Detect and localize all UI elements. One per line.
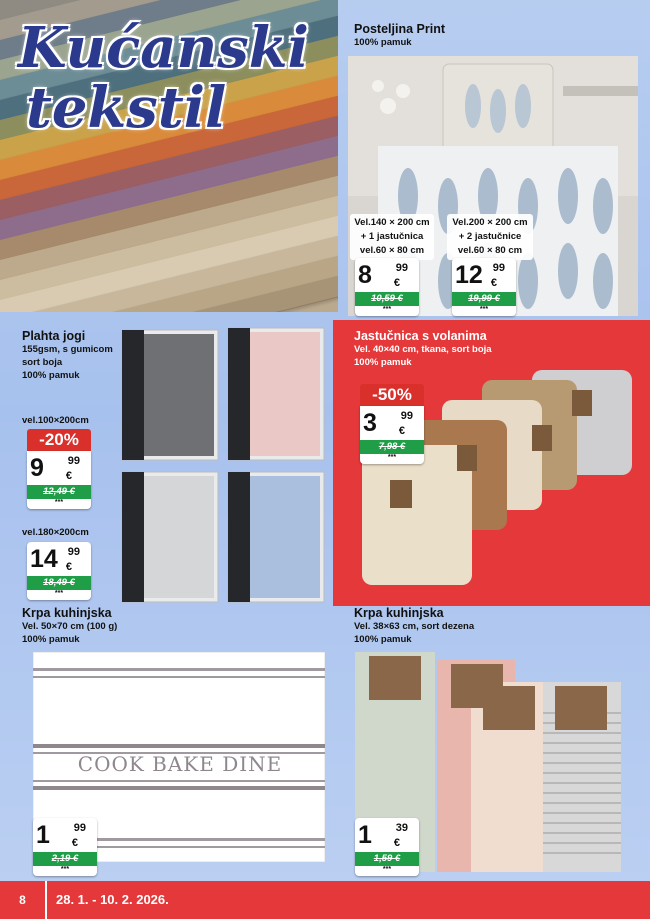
price-currency: € [393, 277, 400, 289]
price-decimal: 99 [67, 455, 80, 467]
size-line: + 2 jastučnice [458, 231, 522, 242]
product-desc: Vel. 50×70 cm (100 g) [22, 621, 118, 632]
product-desc: Vel. 38×63 cm, sort dezena [354, 621, 475, 632]
product-title: Posteljina Print [354, 22, 445, 36]
old-price: 7,98 € [360, 440, 424, 454]
title-line-2: tekstil [26, 75, 227, 141]
price-stars: *** [479, 306, 489, 313]
price-tag [355, 818, 419, 876]
price-integer: 9 [30, 454, 44, 482]
price-integer: 1 [358, 821, 372, 849]
price-currency: € [65, 561, 72, 573]
plahta-heading [22, 329, 113, 382]
old-price: 19,99 € [452, 292, 516, 306]
product-title: Jastučnica s volanima [354, 329, 487, 343]
old-price: 1,59 € [355, 852, 419, 866]
size-line: Vel.140 × 200 cm [354, 217, 430, 228]
product-desc: sort boja [22, 357, 63, 368]
size-line: vel.60 × 80 cm [457, 245, 523, 256]
towel-print-text: COOK BAKE DINE [77, 752, 283, 776]
page-number: 8 [0, 881, 47, 919]
price-decimal: 99 [395, 262, 408, 274]
product-desc: 155gsm, s gumicom [22, 344, 113, 355]
price-decimal: 99 [67, 546, 80, 558]
price-tag [452, 258, 516, 316]
posteljina-size-2 [447, 214, 533, 260]
price-integer: 1 [36, 821, 50, 849]
krpa1-heading [22, 606, 117, 646]
old-price: 18,49 € [27, 576, 91, 590]
discount-badge: -50% [360, 384, 424, 406]
price-tag [33, 818, 97, 876]
posteljina-size-1 [350, 214, 434, 260]
product-desc: 100% pamuk [22, 370, 80, 381]
price-stars: *** [382, 866, 392, 873]
product-title: Krpa kuhinjska [22, 606, 112, 620]
product-title: Plahta jogi [22, 329, 86, 343]
product-desc: 100% pamuk [354, 37, 412, 48]
posteljina-heading [354, 22, 445, 49]
krpa2-heading [354, 606, 474, 646]
price-integer: 14 [30, 545, 58, 573]
old-price: 12,49 € [27, 485, 91, 499]
price-stars: *** [382, 306, 392, 313]
price-stars: *** [387, 454, 397, 461]
size-label: vel.180×200cm [22, 527, 89, 538]
page-title [18, 15, 338, 141]
price-currency: € [65, 470, 72, 482]
price-stars: *** [60, 866, 70, 873]
old-price: 10,59 € [355, 292, 419, 306]
price-decimal: 99 [73, 822, 86, 834]
price-decimal: 99 [492, 262, 505, 274]
price-decimal: 99 [400, 410, 413, 422]
validity-dates: 28. 1. - 10. 2. 2026. [56, 892, 169, 907]
size-line: + 1 jastučnica [360, 231, 424, 242]
price-integer: 3 [363, 409, 377, 437]
price-tag [360, 406, 424, 464]
size-label: vel.100×200cm [22, 415, 89, 426]
size-line: vel.60 × 80 cm [359, 245, 425, 256]
discount-badge: -20% [27, 429, 91, 451]
price-stars: *** [54, 590, 64, 597]
title-line-1: Kućanski [18, 15, 309, 81]
price-tag [27, 542, 91, 600]
old-price: 2,19 € [33, 852, 97, 866]
product-desc: 100% pamuk [354, 357, 412, 368]
price-currency: € [71, 837, 78, 849]
product-desc: 100% pamuk [354, 634, 412, 645]
price-decimal: 39 [395, 822, 408, 834]
sheets-image [120, 326, 326, 606]
price-integer: 8 [358, 261, 372, 289]
product-desc: 100% pamuk [22, 634, 80, 645]
price-stars: *** [54, 499, 64, 506]
price-currency: € [393, 837, 400, 849]
price-integer: 12 [455, 261, 483, 289]
product-title: Krpa kuhinjska [354, 606, 444, 620]
price-currency: € [398, 425, 405, 437]
price-currency: € [490, 277, 497, 289]
price-tag [355, 258, 419, 316]
product-desc: Vel. 40×40 cm, tkana, sort boja [354, 344, 492, 355]
size-line: Vel.200 × 200 cm [452, 217, 528, 228]
price-tag [27, 451, 91, 509]
